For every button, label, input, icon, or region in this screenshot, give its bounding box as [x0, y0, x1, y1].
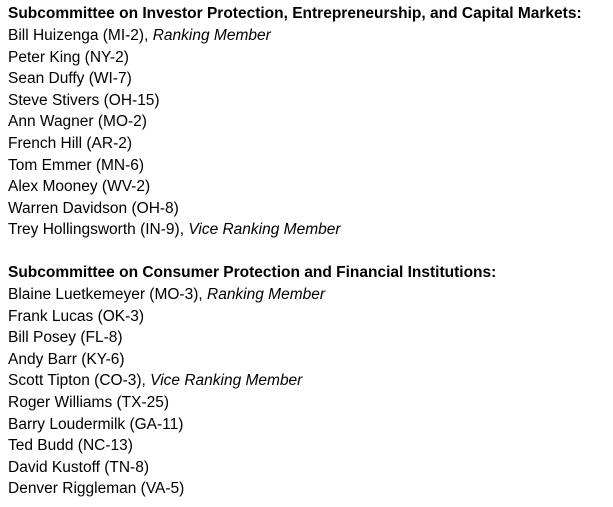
member-line — [8, 478, 613, 500]
member-name: Andy Barr (KY-6) — [8, 350, 125, 368]
member-line — [8, 90, 613, 112]
member-line — [8, 111, 613, 133]
member-name: Tom Emmer (MN-6) — [8, 156, 145, 174]
member-name: Alex Mooney (WV-2) — [8, 178, 151, 196]
member-line — [8, 133, 613, 155]
member-name: French Hill (AR-2) — [8, 134, 133, 152]
member-line — [8, 327, 613, 349]
member-name: Peter King (NY-2) — [8, 48, 129, 66]
member-role: Ranking Member — [207, 285, 326, 303]
subcommittee-section-investor-protection — [8, 3, 613, 241]
member-name: Denver Riggleman (VA-5) — [8, 480, 185, 498]
member-line: Bill Huizenga (MI-2), Ranking Member — [8, 27, 271, 44]
member-role: Vice Ranking Member — [188, 221, 341, 239]
member-name: Barry Loudermilk (GA-11) — [8, 415, 184, 433]
member-line — [8, 414, 613, 436]
member-name: Frank Lucas (OK-3) — [8, 307, 145, 325]
member-name: Ted Budd (NC-13) — [8, 437, 133, 455]
member-name: Scott Tipton (CO-3) — [8, 372, 142, 390]
member-line — [8, 392, 613, 414]
member-role: Ranking Member — [152, 27, 271, 44]
subcommittee-section-consumer-protection — [8, 262, 613, 500]
member-name: Blaine Luetkemeyer (MO-3) — [8, 285, 199, 303]
section-title: Subcommittee on Investor Protection, Entrepreneurship, and Capital Markets: — [8, 5, 582, 22]
member-line — [8, 306, 613, 328]
member-line — [8, 435, 613, 457]
member-line — [8, 68, 613, 90]
member-line — [8, 155, 613, 177]
member-line — [8, 198, 613, 220]
member-line: Scott Tipton (CO-3), Vice Ranking Member — [8, 372, 303, 390]
member-name: Bill Huizenga (MI-2) — [8, 27, 145, 44]
member-line — [8, 457, 613, 479]
member-line — [8, 349, 613, 371]
member-name: Warren Davidson (OH-8) — [8, 199, 179, 217]
member-name: Trey Hollingsworth (IN-9) — [8, 221, 180, 239]
section-title: Subcommittee on Consumer Protection and Financial Institutions: — [8, 263, 497, 281]
member-line: Blaine Luetkemeyer (MO-3), Ranking Member — [8, 285, 326, 303]
member-name: Ann Wagner (MO-2) — [8, 113, 147, 131]
member-name: Bill Posey (FL-8) — [8, 329, 123, 347]
section-spacer — [8, 241, 613, 262]
member-name: David Kustoff (TN-8) — [8, 458, 149, 476]
member-line: Trey Hollingsworth (IN-9), Vice Ranking Member — [8, 221, 341, 239]
member-line — [8, 47, 613, 69]
member-name: Steve Stivers (OH-15) — [8, 91, 160, 109]
member-line — [8, 176, 613, 198]
member-name: Roger Williams (TX-25) — [8, 393, 170, 411]
member-name: Sean Duffy (WI-7) — [8, 70, 132, 88]
member-role: Vice Ranking Member — [150, 372, 303, 390]
